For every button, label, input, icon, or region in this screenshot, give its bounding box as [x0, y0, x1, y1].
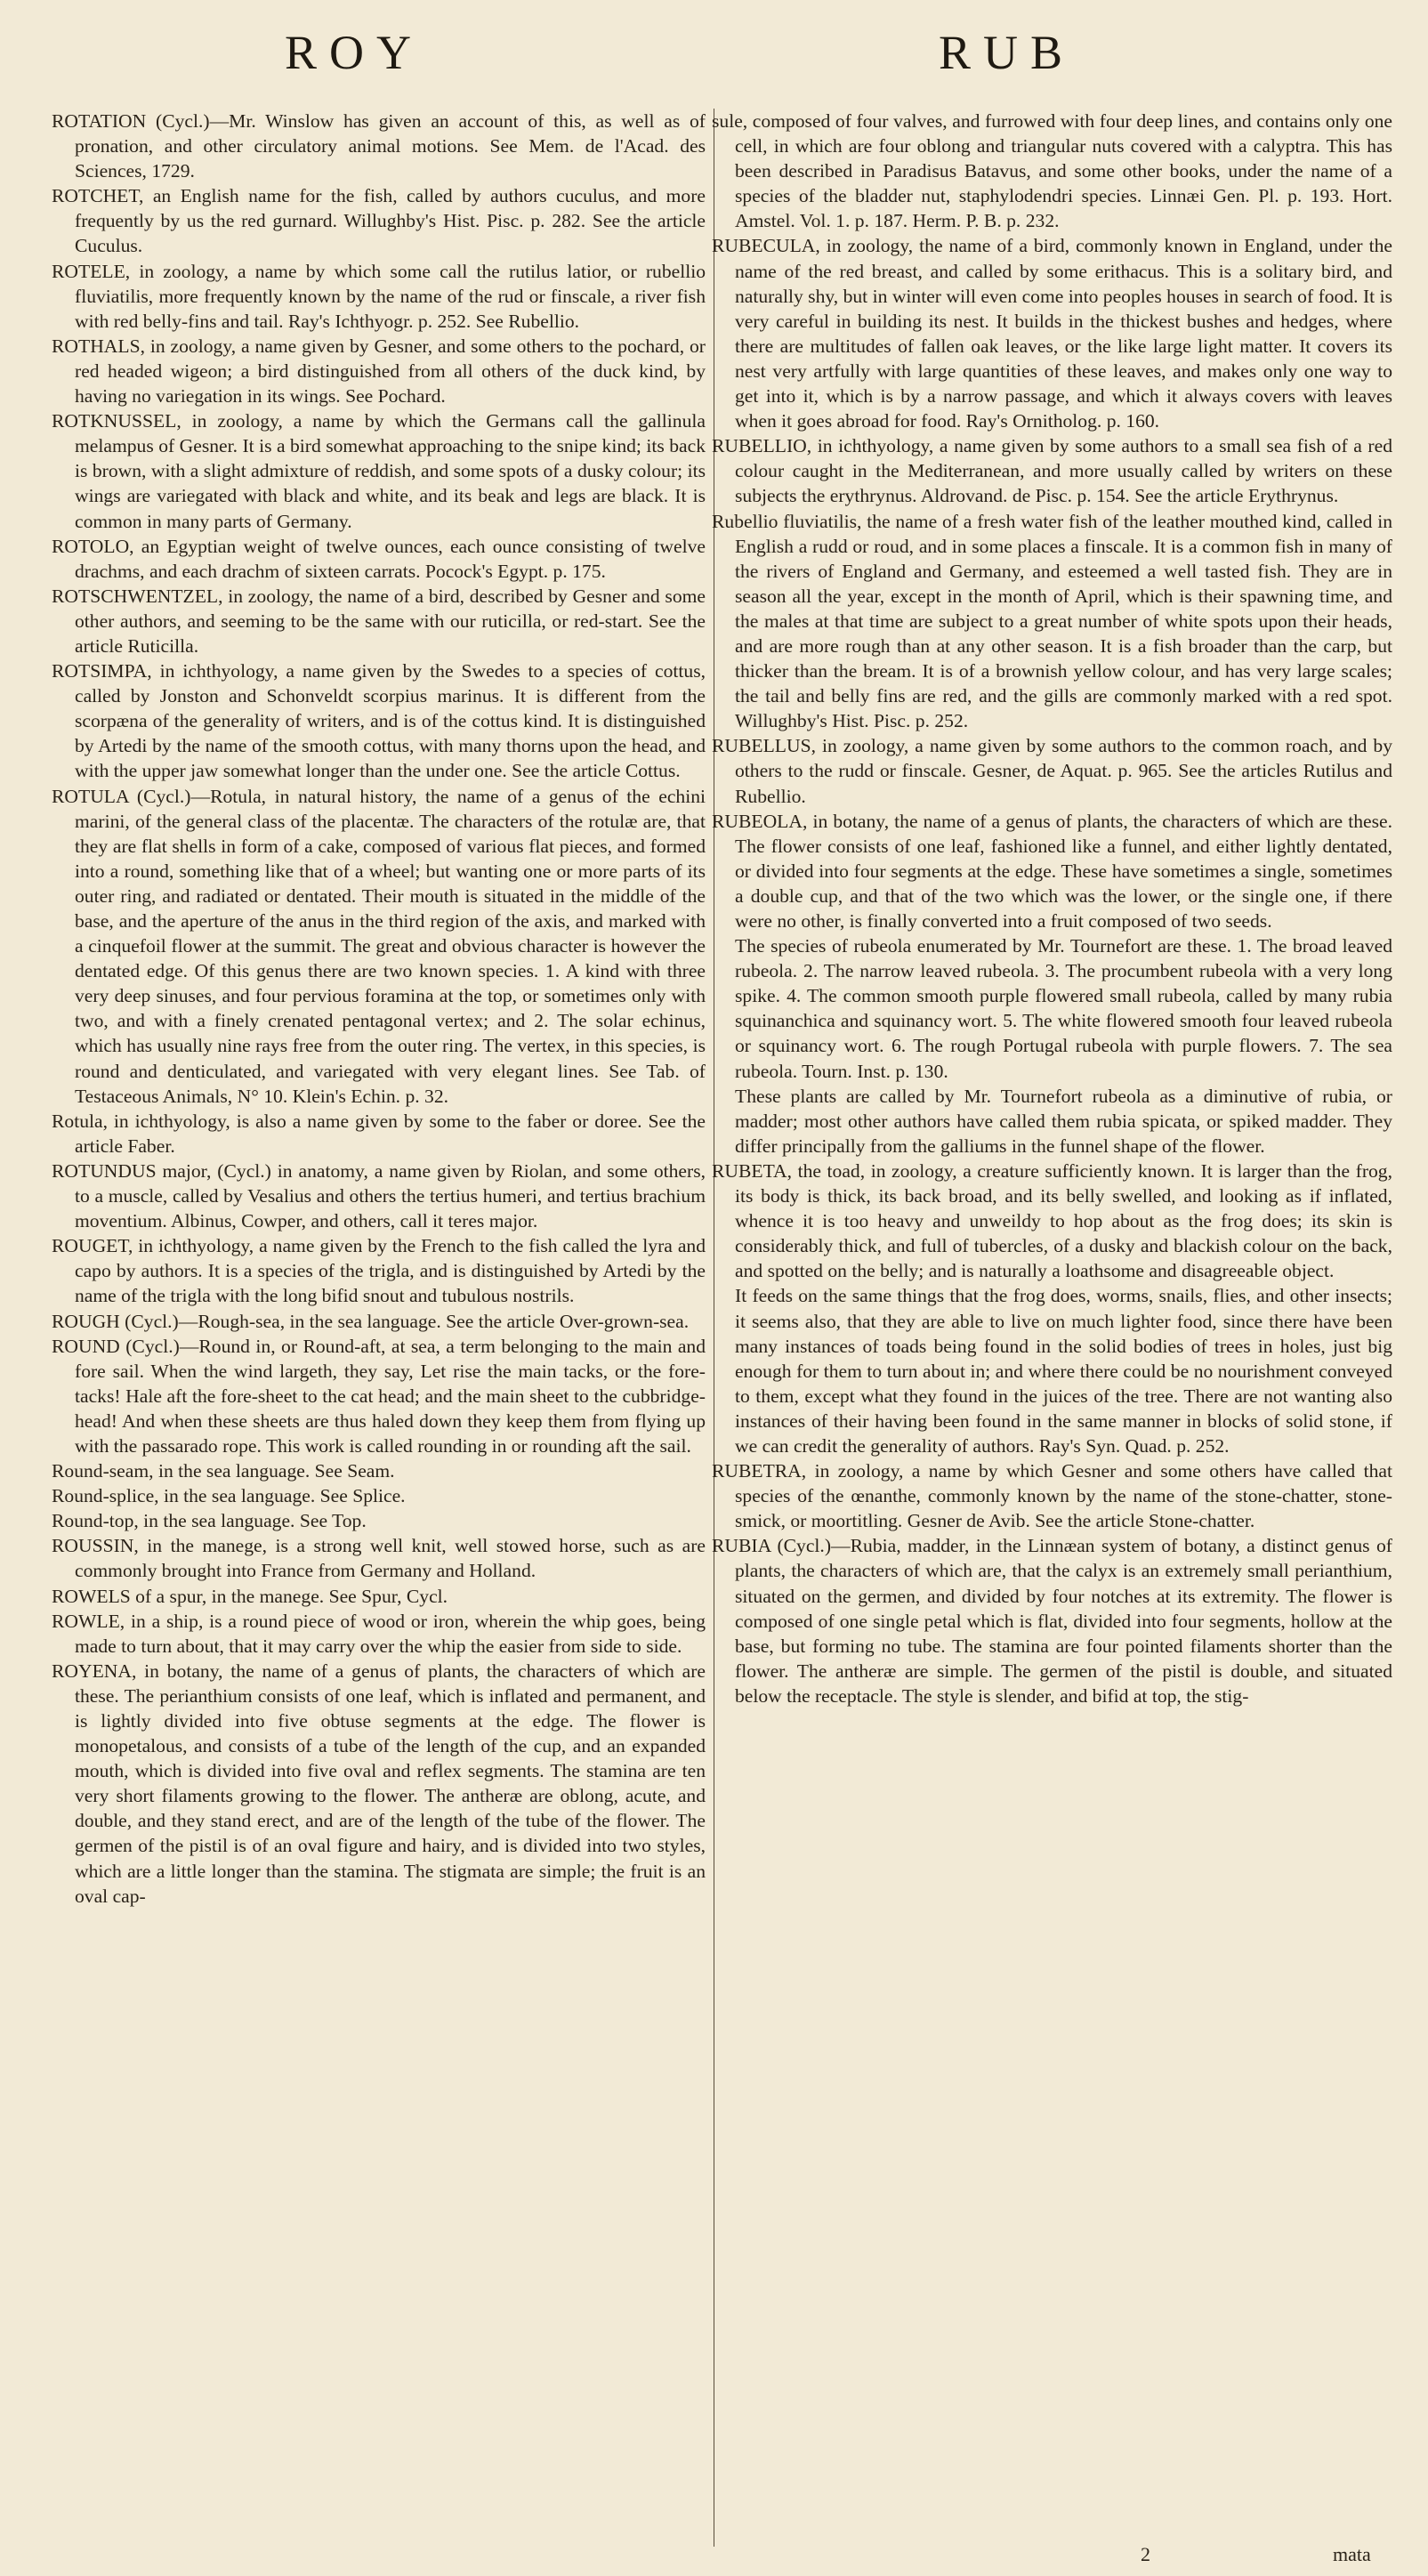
dictionary-entry	[52, 109, 706, 183]
entry-paragraph: ROTOLO, an Egyptian weight of twelve ounces, each ounce consisting of twelve drachms, and each drachm of sixteen carrats. Pocock's Egypt. p. 175.	[52, 535, 706, 582]
entry-paragraph: ROUGH (Cycl.)—Rough-sea, in the sea language. See the article Over-grown-sea.	[52, 1310, 690, 1332]
left-column	[52, 109, 706, 2547]
entry-paragraph: Rotula, in ichthyology, is also a name given by some to the faber or doree. See the article Faber.	[52, 1110, 706, 1157]
dictionary-entry	[712, 509, 1392, 734]
signature-mark: 2	[1141, 2543, 1150, 2565]
dictionary-entry	[52, 183, 706, 258]
running-head-left: ROY	[285, 26, 424, 79]
entry-paragraph: sule, composed of four valves, and furrowed with four deep lines, and contains only one cell, in which are four oblong and triangular nuts covered with a calyptra. This has been described in Paradisus Batavus, and some other books, under the name of a species of the bladder nut, staphylodendri species. Linnæi Gen. Pl. p. 193. Hort. Amstel. Vol. 1. p. 187. Herm. P. B. p. 232.	[712, 110, 1392, 232]
dictionary-entry	[52, 1334, 706, 1458]
entry-paragraph: RUBETA, the toad, in zoology, a creature sufficiently known. It is larger than the frog, its body is thick, its back broad, and its belly swelled, and looking as if inflated, whence it is too heavy and unweildy to hop about as the frog does; its skin is considerably thick, and full of tubercles, of a dusky and blackish colour on the back, and spotted on the belly; and is naturally a loathsome and disagreeable object.	[712, 1159, 1392, 1282]
entry-paragraph: ROTSIMPA, in ichthyology, a name given by the Swedes to a species of cottus, called by Jonston and Schonveldt scorpius marinus. It is different from the scorpæna of the generality of writers, and is of the cottus kind. It is distinguished by Artedi by the name of the smooth cottus, with many thorns upon the head, and with the upper jaw somewhat longer than the under one. See the article Cottus.	[52, 660, 706, 782]
dictionary-entry	[712, 233, 1392, 433]
entry-paragraph: Round-seam, in the sea language. See Seam.	[52, 1460, 395, 1482]
catchword: mata	[1333, 2543, 1371, 2565]
entry-paragraph: RUBIA (Cycl.)—Rubia, madder, in the Linnæan system of botany, a distinct genus of plants, the characters of which are, that the calyx is an extremely small perianthium, situated on the germen, and divided by four notches at its extremity. The flower is composed of one single petal which is flat, divided into four segments, hollow at the base, but forming no tube. The stamina are four pointed filaments shorter than the flower. The antheræ are simple. The germen of the pistil is double, and situated below the receptacle. The style is slender, and bifid at top, the stig-	[712, 1535, 1392, 1707]
dictionary-entry	[712, 1159, 1392, 1458]
dictionary-entry	[712, 433, 1392, 508]
dictionary-entry	[52, 1508, 706, 1533]
entry-paragraph: ROTULA (Cycl.)—Rotula, in natural history, the name of a genus of the echini marini, of the general class of the placentæ. The characters of the rotulæ are, that they are flat shells in form of a cake, composed of various flat pieces, and formed into a round, something like that of a wheel; but wanting one or more parts of its outer ring, and radiated or dentated. Their mouth is situated in the middle of the base, and the aperture of the anus in the third region of the axis, and marked with a cinquefoil flower at the summit. The great and obvious character is however the dentated edge. Of this genus there are two known species. 1. A kind with three very deep sinuses, and four pervious foramina at the top, or sometimes only with two, and with a finely crenated pentagonal vertex; and 2. The solar echinus, which has usually nine rays free from the outer ring. The vertex, in this species, is round and denticulated, and variegated with very elegant lines. See Tab. of Testaceous Animals, N° 10. Klein's Echin. p. 32.	[52, 785, 706, 1107]
entry-paragraph: RUBECULA, in zoology, the name of a bird, commonly known in England, under the name of the red breast, and called by some erithacus. This is a solitary bird, and naturally shy, but in winter will even come into peoples houses in search of food. It is very careful in building its nest. It builds in the thickest bushes and hedges, where there are multitudes of fallen oak leaves, or the like large light matter. It covers its nest very artfully with large quantities of these leaves, and makes only one way to get into it, which is by a narrow passage, and which it always covers with leaves when it goes abroad for food. Ray's Ornitholog. p. 160.	[712, 235, 1392, 432]
dictionary-entry	[712, 1458, 1392, 1533]
dictionary-entry	[52, 1309, 706, 1334]
entry-paragraph: These plants are called by Mr. Tournefort rubeola as a diminutive of rubia, or madder; most other authors have called them rubia spicata, or spiked madder. They differ principally from the galliums in the funnel shape of the flower.	[735, 1085, 1392, 1157]
entry-paragraph: ROYENA, in botany, the name of a genus of plants, the characters of which are these. The perianthium consists of one leaf, which is inflated and permanent, and is lightly divided into five obtuse segments at the edge. The flower is monopetalous, and consists of a tube of the length of the cup, and an expanded mouth, which is divided into five oval and reflex segments. The stamina are ten very short filaments growing to the flower. The antheræ are oblong, acute, and double, and they stand erect, and are of the length of the tube of the flower. The germen of the pistil is of an oval figure and hairy, and is divided into two styles, which are a little longer than the stamina. The stigmata are simple; the fruit is an oval cap-	[52, 1659, 706, 1907]
dictionary-entry	[52, 1609, 706, 1659]
entry-paragraph: Round-top, in the sea language. See Top.	[52, 1510, 367, 1532]
dictionary-entry	[52, 334, 706, 408]
entry-paragraph: It feeds on the same things that the frog does, worms, snails, flies, and other insects; it seems also, that they are able to live on much lighter food, since there have been many instances of toads being found in the solid bodies of trees in holes, just big enough for them to turn about in; and where there could be no nourishment conveyed to them, except what they found in the juices of the tree. There are not wanting also instances of their having been found in the same manner in blocks of solid stone, if we can credit the generality of authors. Ray's Syn. Quad. p. 252.	[735, 1285, 1392, 1457]
dictionary-entry	[52, 408, 706, 533]
dictionary-entry	[52, 784, 706, 1109]
entry-paragraph: ROTUNDUS major, (Cycl.) in anatomy, a name given by Riolan, and some others, to a muscle, called by Vesalius and others the tertius humeri, and tertius brachium moventium. Albinus, Cowper, and others, call it teres major.	[52, 1159, 706, 1232]
entry-paragraph: ROTCHET, an English name for the fish, called by authors cuculus, and more frequently by us the red gurnard. Willughby's Hist. Pisc. p. 282. See the article Cuculus.	[52, 185, 706, 257]
dictionary-entry	[52, 584, 706, 658]
entry-paragraph: ROUND (Cycl.)—Round in, or Round-aft, at sea, a term belonging to the main and fore sail. When the wind largeth, they say, Let rise the main tacks, or the fore-tacks! Hale aft the fore-sheet to the cat head; and the main sheet to the cubbridge-head! And when these sheets are thus haled down they keep them from flying up with the passarado rope. This work is called rounding in or rounding aft the sail.	[52, 1335, 706, 1457]
dictionary-entry	[52, 1109, 706, 1159]
dictionary-entry	[52, 1458, 706, 1483]
dictionary-entry	[52, 259, 706, 334]
right-column	[712, 109, 1392, 2547]
running-head-right: RUB	[939, 26, 1076, 79]
dictionary-entry	[52, 1159, 706, 1233]
dictionary-entry	[712, 809, 1392, 1159]
entry-paragraph: ROWELS of a spur, in the manege. See Spur, Cycl.	[52, 1585, 448, 1607]
dictionary-entry	[712, 109, 1392, 233]
dictionary-entry	[712, 1533, 1392, 1708]
entry-paragraph: ROTATION (Cycl.)—Mr. Winslow has given an account of this, as well as of pronation, and other circulatory animal motions. See Mem. de l'Acad. des Sciences, 1729.	[52, 110, 706, 182]
entry-paragraph: ROTHALS, in zoology, a name given by Gesner, and some others to the pochard, or red headed wigeon; a bird distinguished from all others of the duck kind, by having no variegation in its wings. See Pochard.	[52, 335, 706, 408]
dictionary-entry	[52, 1659, 706, 1909]
entry-paragraph: RUBETRA, in zoology, a name by which Gesner and some others have called that species of the œnanthe, commonly known by the name of the stone-chatter, stone-smick, or moortitling. Gesner de Avib. See the article Stone-chatter.	[712, 1460, 1392, 1532]
dictionary-entry	[52, 1584, 706, 1609]
dictionary-entry	[52, 1483, 706, 1508]
entry-paragraph: Round-splice, in the sea language. See Splice.	[52, 1485, 406, 1507]
entry-paragraph: ROTKNUSSEL, in zoology, a name by which the Germans call the gallinula melampus of Gesner. It is a bird somewhat approaching to the snipe kind; its back is brown, with a slight admixture of reddish, and some spots of a dusky colour; its wings are variegated with black and white, and its beak and legs are black. It is common in many parts of Germany.	[52, 410, 706, 532]
dictionary-entry	[712, 733, 1392, 808]
entry-paragraph: RUBELLIO, in ichthyology, a name given by some authors to a small sea fish of a red colour caught in the Mediterranean, and more usually called by writers on these subjects the erythrynus. Aldrovand. de Pisc. p. 154. See the article Erythrynus.	[712, 435, 1392, 507]
entry-paragraph: Rubellio fluviatilis, the name of a fresh water fish of the leather mouthed kind, called in English a rudd or roud, and in some places a finscale. It is a common fish in many of the rivers of England and Germany, and esteemed a well tasted fish. They are in season all the year, except in the month of April, which is their spawning time, and the males at that time are subject to a great number of white spots upon their heads, and are more rough than at any other season. It is a fish broader than the carp, but thicker than the bream. It is of a brownish yellow colour, and has very large scales; the tail and belly fins are red, and the gills are commonly marked with a red spot. Willughby's Hist. Pisc. p. 252.	[712, 510, 1392, 732]
dictionary-entry	[52, 1233, 706, 1308]
entry-paragraph: ROWLE, in a ship, is a round piece of wood or iron, wherein the whip goes, being made to turn about, that it may carry over the whip the easier from side to side.	[52, 1610, 706, 1657]
entry-paragraph: ROTSCHWENTZEL, in zoology, the name of a bird, described by Gesner and some other authors, and seeming to be the same with our ruticilla, or red-start. See the article Ruticilla.	[52, 585, 706, 657]
dictionary-entry	[52, 1533, 706, 1583]
dictionary-entry	[52, 534, 706, 584]
entry-paragraph: The species of rubeola enumerated by Mr. Tournefort are these. 1. The broad leaved rubeola. 2. The narrow leaved rubeola. 3. The procumbent rubeola with a very long spike. 4. The common smooth purple flowered small rubeola, called by many rubia squinanchica and squinancy wort. 5. The white flowered smooth four leaved rubeola or squinancy wort. 6. The rough Portugal rubeola with purple flowers. 7. The sea rubeola. Tourn. Inst. p. 130.	[735, 935, 1392, 1082]
entry-paragraph: ROUSSIN, in the manege, is a strong well knit, well stowed horse, such as are commonly brought into France from Germany and Holland.	[52, 1535, 706, 1582]
entry-paragraph: RUBEOLA, in botany, the name of a genus of plants, the characters of which are these. The flower consists of one leaf, fashioned like a funnel, and either lightly dentated, or divided into four segments at the edge. These have sometimes a single, sometimes a double cup, and that of the two which was the lower, or the single one, if there were no other, is finally converted into a fruit composed of two seeds.	[712, 810, 1392, 932]
entry-paragraph: ROUGET, in ichthyology, a name given by the French to the fish called the lyra and capo by authors. It is a species of the trigla, and is distinguished by Artedi by the name of the trigla with the long bifid snout and tubulous nostrils.	[52, 1235, 706, 1307]
entry-paragraph: ROTELE, in zoology, a name by which some call the rutilus latior, or rubellio fluviatilis, more frequently known by the name of the rud or finscale, a river fish with red belly-fins and tail. Ray's Ichthyogr. p. 252. See Rubellio.	[52, 260, 706, 332]
dictionary-entry	[52, 658, 706, 783]
entry-paragraph: RUBELLUS, in zoology, a name given by some authors to the common roach, and by others to the rudd or finscale. Gesner, de Aquat. p. 965. See the articles Rutilus and Rubellio.	[712, 735, 1392, 807]
